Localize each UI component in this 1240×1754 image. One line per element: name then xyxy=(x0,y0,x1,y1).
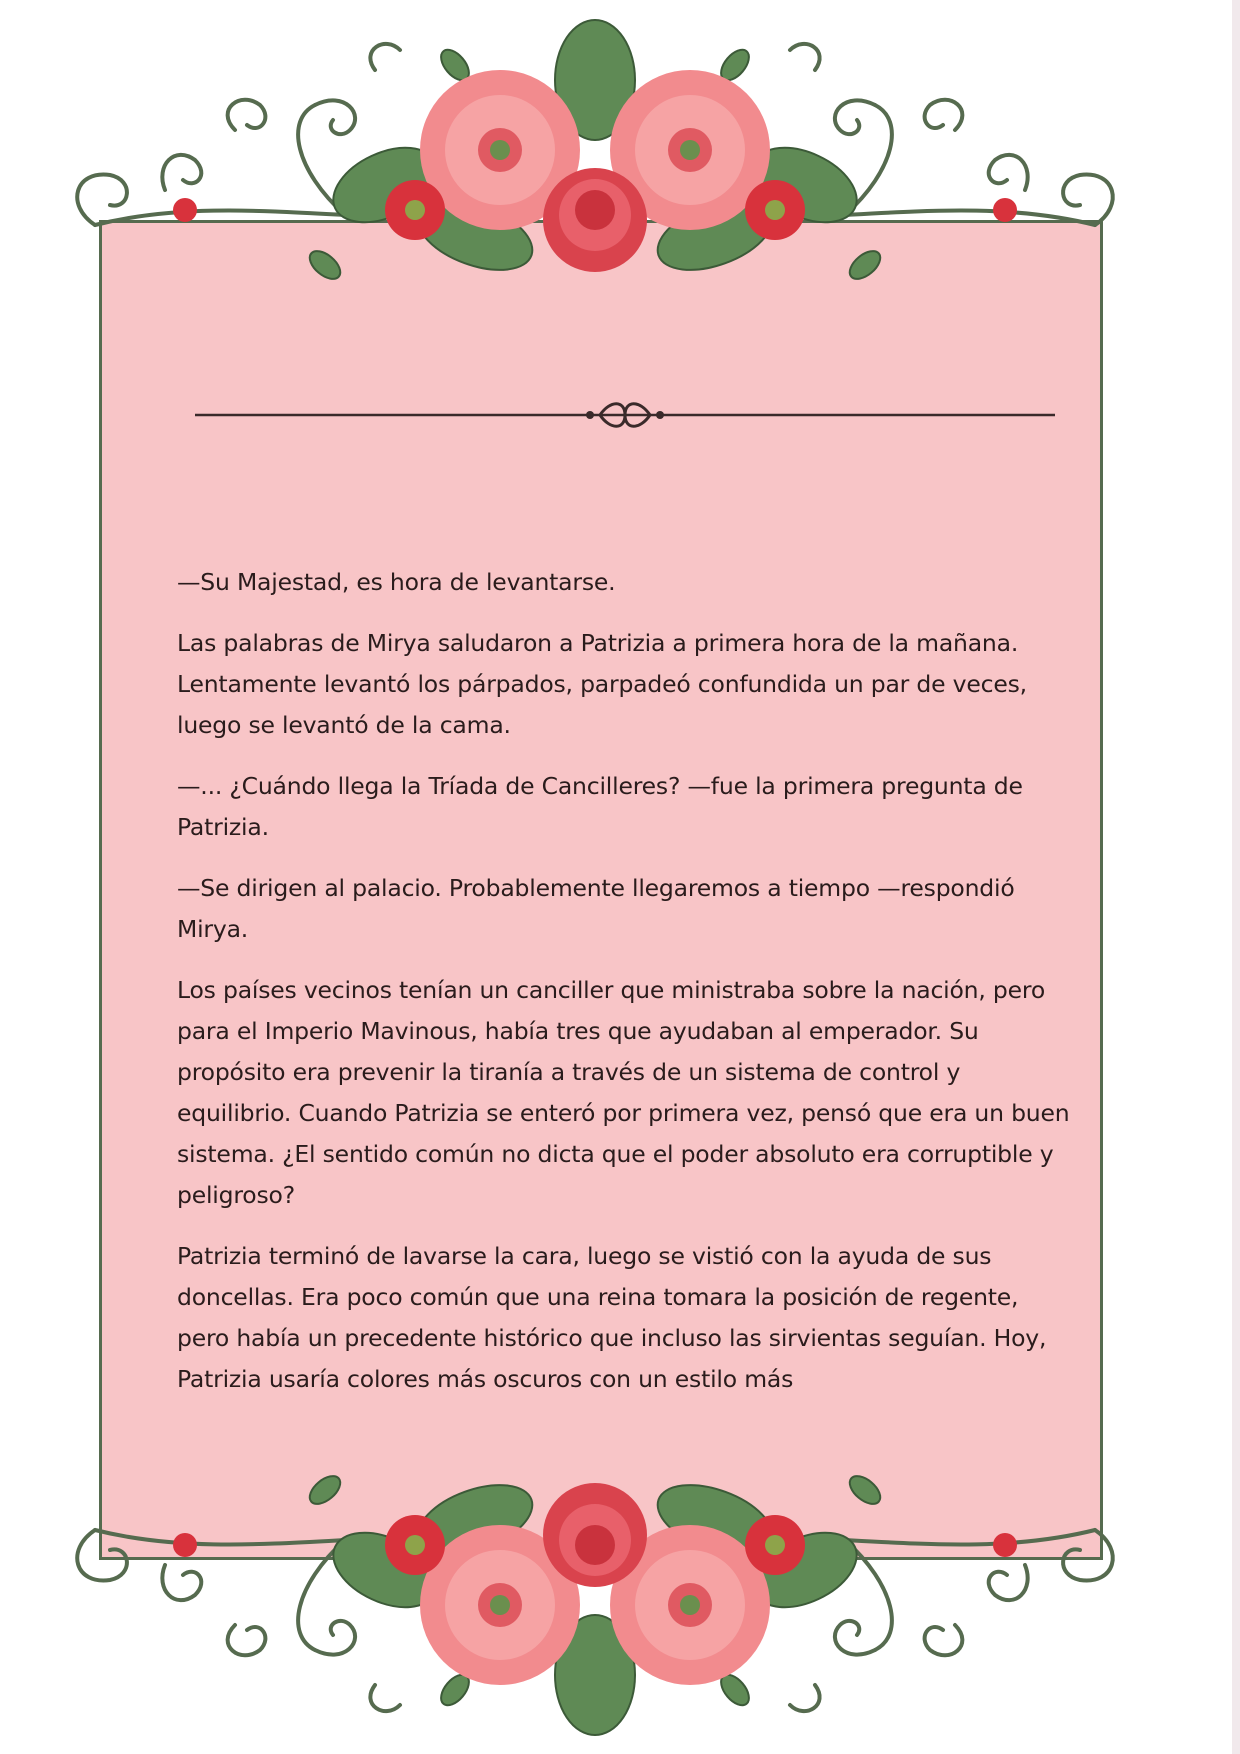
page-edge xyxy=(1232,0,1240,1754)
floral-ornament-top xyxy=(55,10,1135,330)
paragraph: Los países vecinos tenían un canciller que ministraba sobre la nación, pero para el Imperio Mavinous, había tres que ayudaban al emperador. Su propósito era prevenir la tiranía a través de un sistema de control y equilibrio. Cuando Patrizia se enteró por primera vez, pensó que era un buen sistema. ¿El sentido común no dicta que el poder absoluto era corruptible y peligroso? xyxy=(177,976,1070,1209)
chapter-text xyxy=(177,562,1077,1420)
paragraph: —Su Majestad, es hora de levantarse. xyxy=(177,568,616,596)
paragraph: —... ¿Cuándo llega la Tríada de Cancilleres? —fue la primera pregunta de Patrizia. xyxy=(177,772,1023,841)
paragraph: Las palabras de Mirya saludaron a Patrizia a primera hora de la mañana. Lentamente levantó los párpados, parpadeó confundida un par de veces, luego se levantó de la cama. xyxy=(177,629,1027,739)
paragraph: —Se dirigen al palacio. Probablemente llegaremos a tiempo —respondió Mirya. xyxy=(177,874,1015,943)
floral-ornament-bottom xyxy=(55,1420,1135,1750)
paragraph: Patrizia terminó de lavarse la cara, luego se vistió con la ayuda de sus doncellas. Era poco común que una reina tomara la posición de regente, pero había un precedente histórico que incluso las sirvientas seguían. Hoy, Patrizia usaría colores más oscuros con un estilo más xyxy=(177,1242,1047,1393)
ornamental-divider xyxy=(195,395,1055,435)
